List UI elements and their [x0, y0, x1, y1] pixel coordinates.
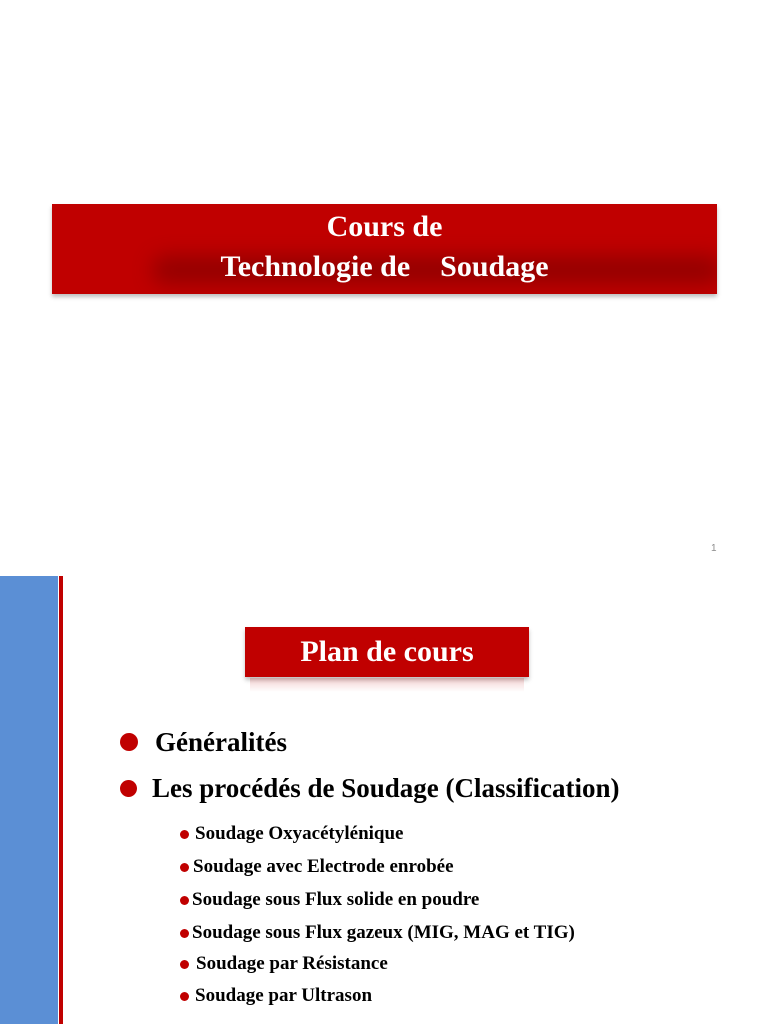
plan-heading: Plan de cours [245, 627, 529, 677]
sub-item-label: Soudage sous Flux solide en poudre [192, 889, 480, 910]
sub-item-ultrason [180, 983, 372, 1009]
list-item-procedes [120, 770, 620, 806]
sub-item-electrode [180, 854, 454, 880]
bullet-dot-icon [180, 896, 189, 905]
side-accent-line [59, 576, 63, 1024]
sub-item-oxyacetylenique [180, 821, 403, 847]
sub-item-label: Soudage par Résistance [196, 953, 388, 974]
bullet-dot-icon [180, 960, 189, 969]
plan-heading-reflection [250, 678, 524, 692]
bullet-dot-icon [180, 929, 189, 938]
bullet-dot-icon [180, 830, 189, 839]
bullet-dot-icon [180, 992, 189, 1001]
title-line-2: Technologie de Soudage [220, 250, 549, 283]
list-item-label: Généralités [155, 726, 287, 757]
bullet-dot-icon [120, 780, 137, 797]
slide-2 [0, 576, 768, 1024]
page-number: 1 [711, 543, 717, 554]
sub-item-label: Soudage avec Electrode enrobée [193, 856, 454, 877]
sub-item-resistance [180, 951, 388, 977]
sub-item-label: Soudage Oxyacétylénique [195, 823, 404, 844]
sub-item-label: Soudage sous Flux gazeux (MIG, MAG et TIG) [192, 922, 575, 943]
bullet-dot-icon [120, 733, 138, 751]
sub-item-label: Soudage par Ultrason [195, 985, 373, 1006]
sub-item-flux-solide [180, 887, 479, 913]
title-line-1: Cours de [326, 210, 443, 243]
bullet-dot-icon [180, 863, 189, 872]
title-banner [52, 204, 717, 294]
list-item-generalites [120, 724, 287, 760]
sub-item-flux-gazeux [180, 920, 575, 946]
list-item-label: Les procédés de Soudage (Classification) [152, 772, 620, 803]
side-accent-bar [0, 576, 58, 1024]
